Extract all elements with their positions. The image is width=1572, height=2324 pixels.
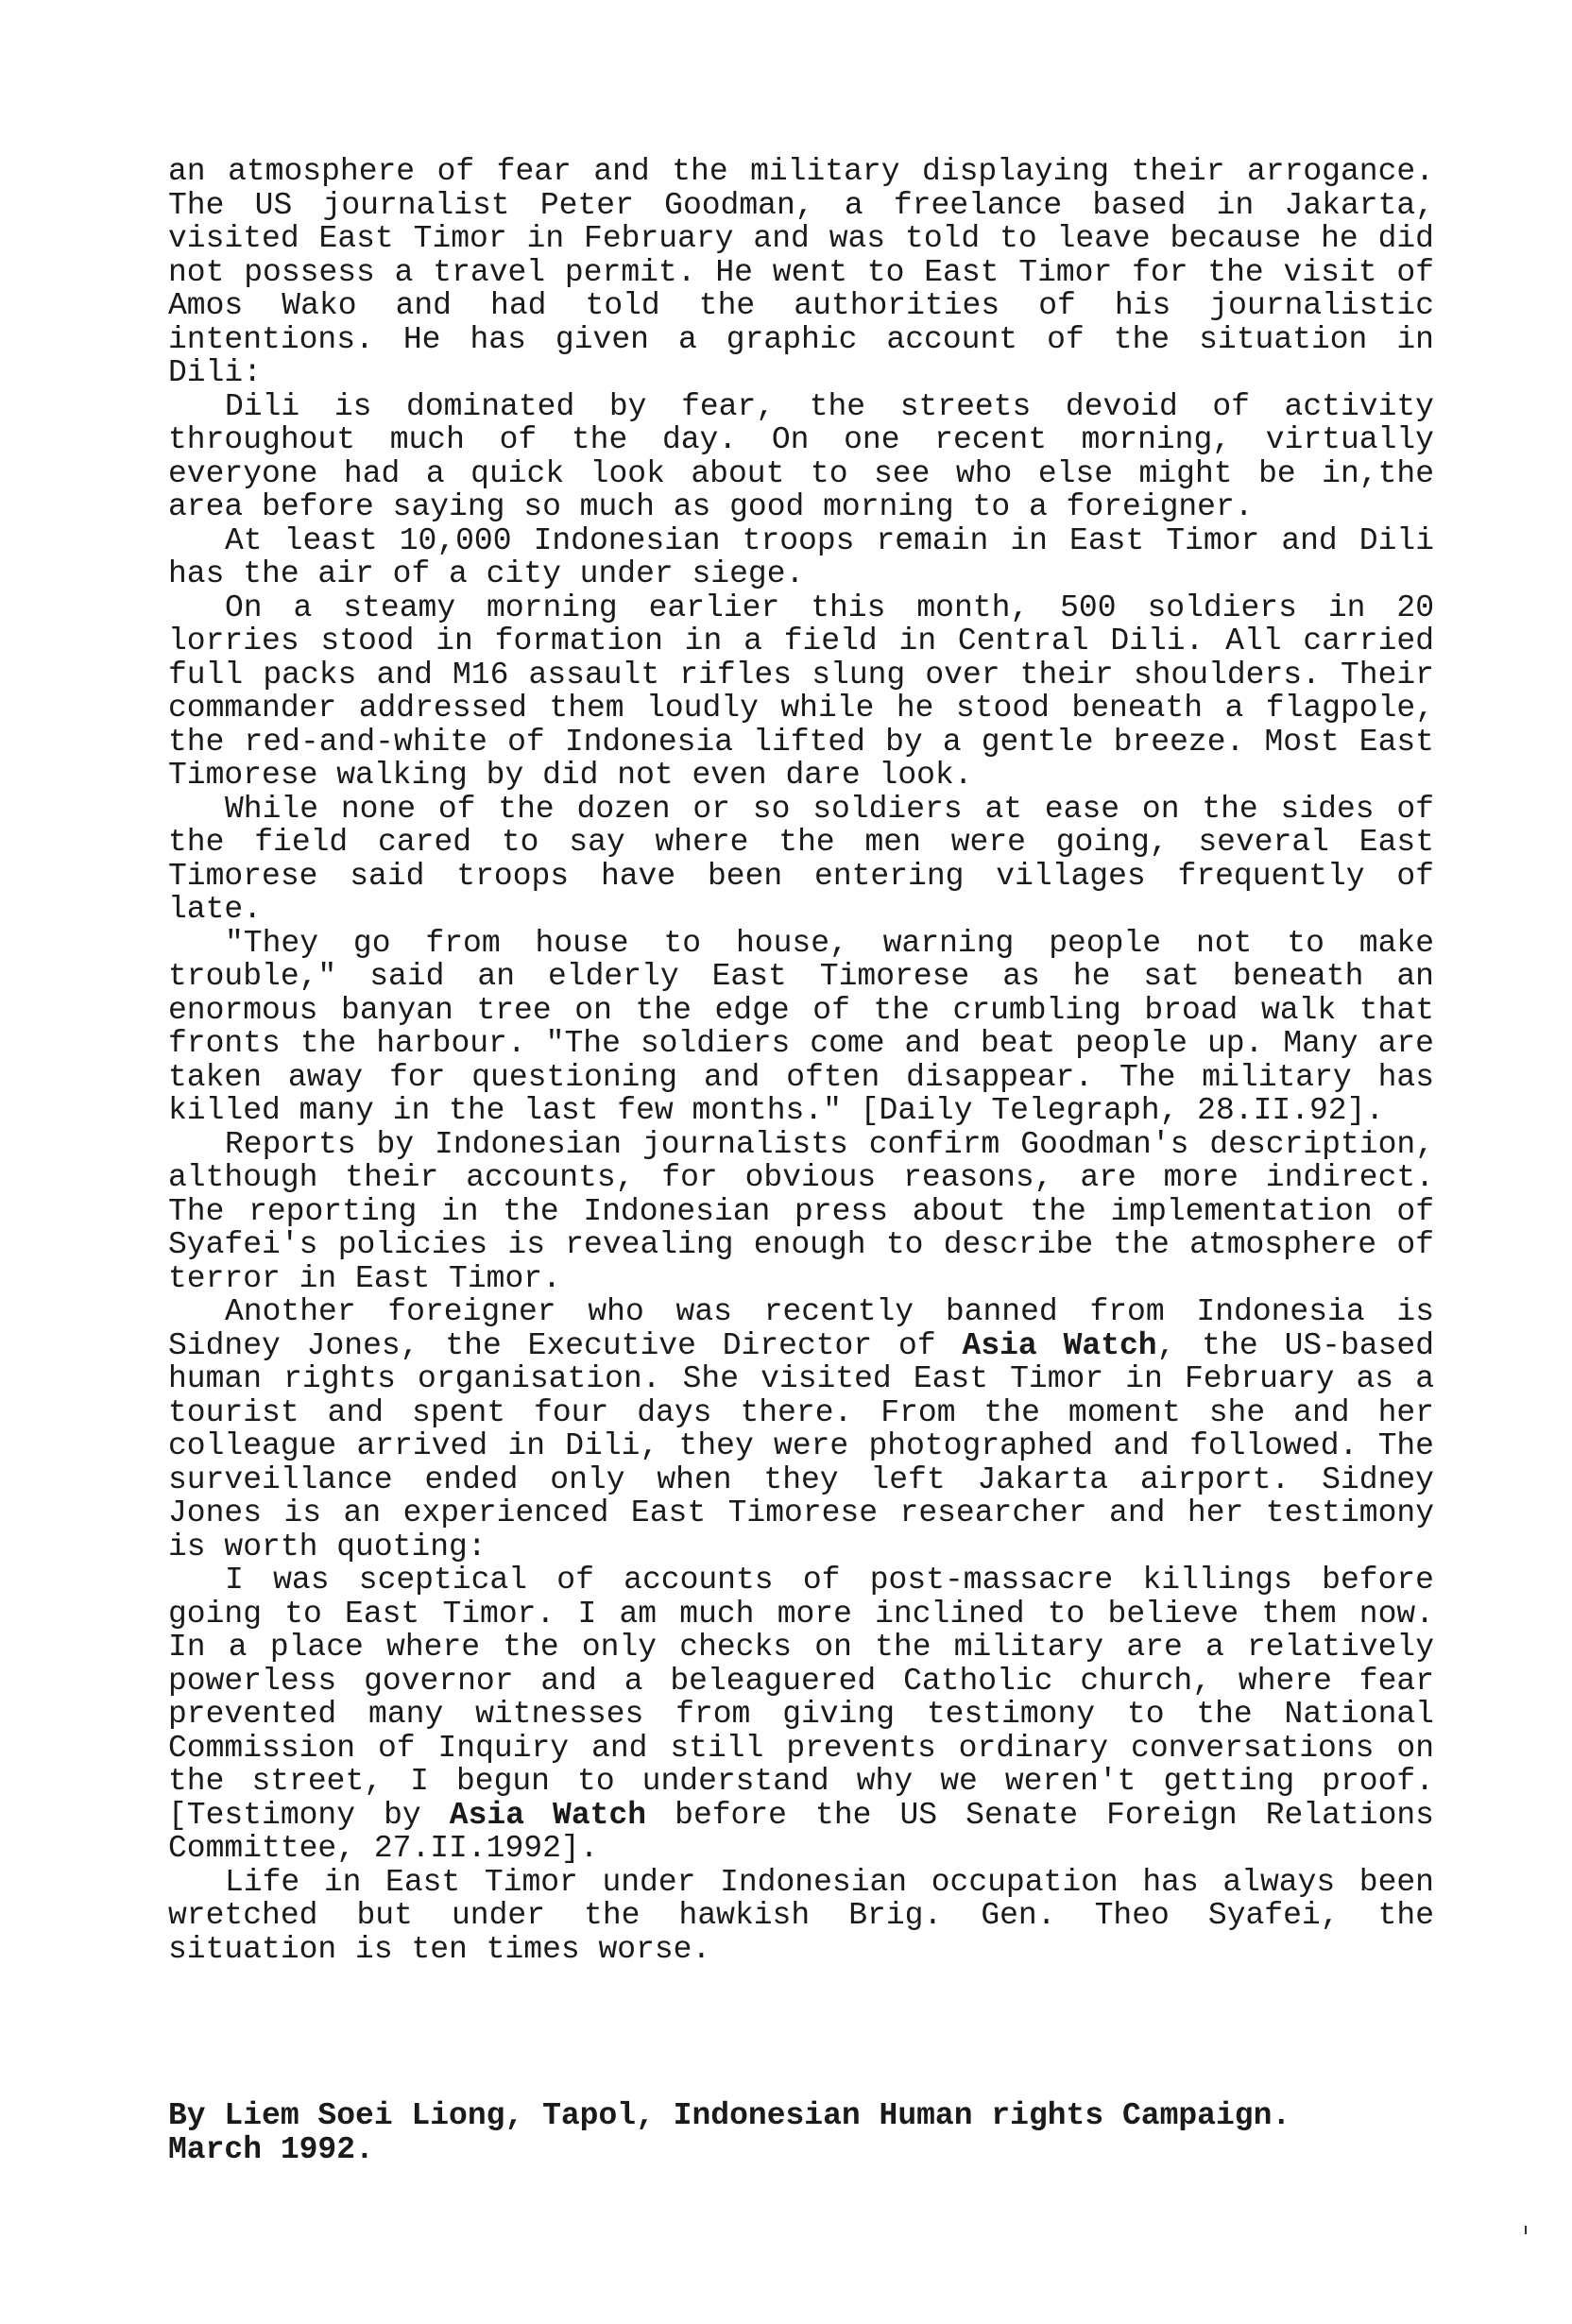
- paragraph-testimony-before: I was sceptical of accounts of post-massacre killings before going to East Timor. I am much more inclined to believe them now. In a place where the only checks on the military are a relatively powerless governor and a beleaguered Catholic church, where fear prevented many witnesses from giving testimony to the National Commission of Inquiry and still prevents ordinary conversations on the street, I begun to understand why we weren't getting proof. [Testimony by: [168, 1563, 1434, 1833]
- asia-watch-bold: Asia Watch: [449, 1797, 647, 1833]
- signoff-author-line: By Liem Soei Liong, Tapol, Indonesian Human rights Campaign.: [168, 2098, 1291, 2133]
- author-signoff: [168, 2099, 1434, 2166]
- paragraph-journalists: Reports by Indonesian journalists confirm Goodman's description, although their accounts, for obvious reasons, are more indirect. The reporting in the Indonesian press about the implementation of Syafei's policies is revealing enough to describe the atmosphere of terror in East Timor.: [168, 1126, 1434, 1296]
- paragraph-conclusion: Life in East Timor under Indonesian occupation has always been wretched but under the hawkish Brig. Gen. Theo Syafei, the situation is ten times worse.: [168, 1864, 1434, 1967]
- paragraph-elderly-quote: "They go from house to house, warning people not to make trouble," said an elderly East Timorese as he sat beneath an enormous banyan tree on the edge of the crumbling broad walk that fronts the harbour. "The soldiers come and beat people up. Many are taken away for questioning and often disappear. The military has killed many in the last few months." [Daily Telegraph, 28.II.92].: [168, 925, 1434, 1128]
- asia-watch-bold: Asia Watch: [962, 1327, 1157, 1363]
- signoff-date-line: March 1992.: [168, 2131, 374, 2167]
- paragraph-testimony: [168, 1564, 1434, 1866]
- paragraph-intro: an atmosphere of fear and the military displaying their arrogance. The US journalist Peter Goodman, a freelance based in Jakarta, visited East Timor in February and was told to leave because he did not possess a travel permit. He went to East Timor for the visit of Amos Wako and had told the authorities of his journalistic intentions. He has given a graphic account of the situation in Dili:: [168, 154, 1434, 390]
- paragraph-troops: At least 10,000 Indonesian troops remain in East Timor and Dili has the air of a city under siege.: [168, 522, 1434, 591]
- paragraph-villages: While none of the dozen or so soldiers at ease on the sides of the field cared to say where the men were going, several East Timorese said troops have been entering villages frequently of late.: [168, 791, 1434, 927]
- paragraph-testimony-after: before the US Senate Foreign Relations Committee, 27.II.1992].: [168, 1797, 1434, 1866]
- paragraph-sidney-jones-before: Another foreigner who was recently banned from Indonesia is Sidney Jones, the Executive Director of: [168, 1294, 1434, 1363]
- paragraph-soldiers: On a steamy morning earlier this month, 500 soldiers in 20 lorries stood in formation in a field in Central Dili. All carried full packs and M16 assault rifles slung over their shoulders. Their commander addressed them loudly while he stood beneath a flagpole, the red-and-white of Indonesia lifted by a gentle breeze. Most East Timorese walking by did not even dare look.: [168, 590, 1434, 793]
- paragraph-sidney-jones: [168, 1295, 1434, 1564]
- article-body: [168, 155, 1434, 1966]
- paragraph-sidney-jones-after: , the US-based human rights organisation. She visited East Timor in February as a tourist and spent four days there. From the moment she and her colleague arrived in Dili, they were photographed and followed. The surveillance ended only when they left Jakarta airport. Sidney Jones is an experienced East Timorese researcher and her testimony is worth quoting:: [168, 1327, 1434, 1564]
- scan-speck: [1525, 2226, 1527, 2234]
- paragraph-quote-dili: Dili is dominated by fear, the streets devoid of activity throughout much of the day. On one recent morning, virtually everyone had a quick look about to see who else might be in,the area before saying so much as good morning to a foreigner.: [168, 388, 1434, 524]
